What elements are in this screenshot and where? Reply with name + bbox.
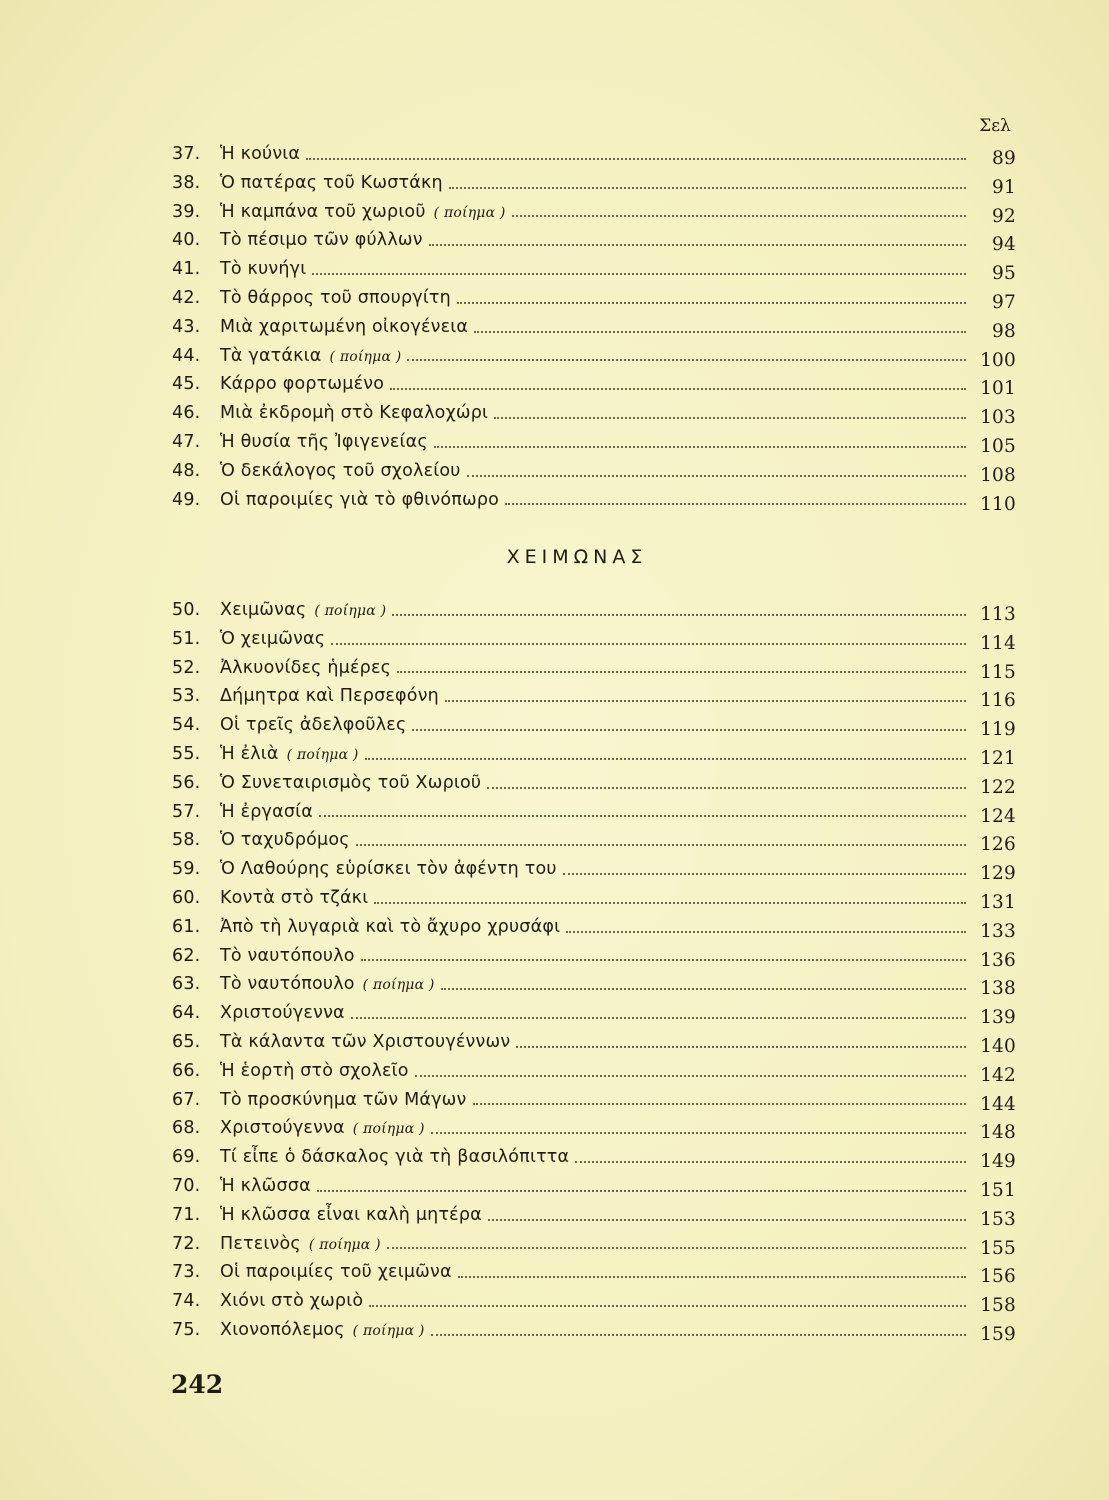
entry-title: Οἱ παροιμίες γιὰ τὸ φθινόπωρο: [220, 489, 500, 510]
entry-page-number: 100: [980, 349, 1016, 371]
entry-number: 39.: [172, 201, 201, 222]
entry-page-number: 139: [980, 1007, 1016, 1029]
entry-title: Τὰ γατάκια: [220, 345, 322, 366]
entry-page-number: 124: [980, 805, 1016, 827]
entry-page-number: 129: [980, 863, 1016, 885]
entry-page-number: 94: [992, 234, 1016, 256]
entry-number: 64.: [172, 1003, 201, 1024]
toc-entry: [172, 769, 1016, 798]
toc-entry: [172, 596, 1016, 625]
toc-entry: [172, 255, 1016, 284]
dot-leader: [431, 1131, 966, 1134]
entry-title: Δήμητρα καὶ Περσεφόνη: [220, 686, 439, 707]
dot-leader: [474, 330, 966, 333]
entry-poem-label: ( ποίημα ): [433, 204, 506, 221]
entry-title: Ἀλκυονίδες ἡμέρες: [220, 657, 392, 678]
dot-leader: [575, 1160, 966, 1163]
entry-number: 75.: [172, 1319, 201, 1340]
entry-page-number: 101: [980, 378, 1016, 400]
dot-leader: [387, 1246, 966, 1249]
entry-page-number: 159: [980, 1323, 1016, 1345]
entry-page-number: 113: [980, 604, 1016, 625]
toc-entry: [172, 1028, 1016, 1057]
toc-entry: [172, 198, 1016, 227]
entry-page-number: 144: [980, 1093, 1016, 1115]
entry-page-number: 155: [980, 1237, 1016, 1259]
dot-leader: [505, 502, 966, 505]
toc-entry: [172, 1086, 1016, 1115]
entry-title: Χειμῶνας: [220, 600, 307, 620]
dot-leader: [374, 901, 966, 904]
toc-entry: [172, 370, 1016, 399]
entry-page-number: 105: [980, 435, 1016, 457]
dot-leader: [351, 1016, 966, 1019]
entry-title: Ὁ ταχυδρόμος: [220, 830, 350, 851]
entry-page-number: 110: [980, 493, 1016, 515]
page-column-header: Σελ: [979, 116, 1011, 136]
toc-entry: [172, 942, 1016, 971]
entry-title: Μιὰ ἐκδρομὴ στὸ Κεφαλοχώρι: [220, 403, 489, 424]
dot-leader: [317, 1189, 966, 1192]
entry-page-number: 142: [980, 1064, 1016, 1086]
toc-entry: [172, 226, 1016, 255]
toc-entry: [172, 342, 1016, 371]
entry-page-number: 148: [980, 1122, 1016, 1144]
dot-leader: [473, 1102, 967, 1105]
dot-leader: [397, 670, 966, 673]
toc-entry: [172, 399, 1016, 428]
entry-number: 37.: [172, 144, 201, 164]
entry-page-number: 97: [992, 291, 1016, 313]
entry-title: Οἱ τρεῖς ἀδελφοῦλες: [220, 715, 407, 736]
entry-page-number: 122: [980, 776, 1016, 798]
entry-number: 58.: [172, 830, 201, 851]
entry-number: 45.: [172, 374, 201, 395]
entry-title: Τὰ κάλαντα τῶν Χριστουγέννων: [220, 1031, 511, 1052]
toc-entry: [172, 798, 1016, 827]
entry-title: Ἀπὸ τὴ λυγαριὰ καὶ τὸ ἄχυρο χρυσάφι: [220, 916, 561, 937]
entry-title: Ὁ Λαθούρης εὑρίσκει τὸν ἀφέντη του: [220, 859, 557, 880]
entry-page-number: 153: [980, 1208, 1016, 1230]
dot-leader: [331, 642, 966, 645]
toc-entry: [172, 1230, 1016, 1259]
entry-title: Ἡ θυσία τῆς Ἰφιγενείας: [220, 431, 428, 452]
dot-leader: [356, 843, 966, 846]
entry-page-number: 92: [992, 205, 1016, 227]
entry-title: Ὁ δεκάλογος τοῦ σχολείου: [220, 460, 461, 481]
entry-title: Ὁ πατέρας τοῦ Κωστάκη: [220, 172, 443, 193]
entry-page-number: 115: [980, 661, 1016, 683]
entry-title: Κάρρο φορτωμένο: [220, 374, 385, 395]
entry-number: 38.: [172, 172, 201, 193]
entry-number: 56.: [172, 772, 201, 793]
entry-poem-label: ( ποίημα ): [308, 1236, 381, 1253]
toc-entry: [172, 884, 1016, 913]
entry-number: 60.: [172, 887, 201, 908]
toc-entry: [172, 169, 1016, 198]
toc-entry: [172, 1287, 1016, 1316]
dot-leader: [392, 613, 966, 616]
entry-title: Τὸ πέσιμο τῶν φύλλων: [220, 230, 423, 251]
toc-entry: [172, 284, 1016, 313]
entry-page-number: 114: [980, 632, 1016, 654]
dot-leader: [458, 1275, 966, 1278]
entry-page-number: 116: [980, 690, 1016, 712]
entry-number: 62.: [172, 945, 201, 966]
entry-title: Ἡ κλῶσσα: [220, 1175, 311, 1196]
toc-entry: [172, 855, 1016, 884]
entry-title: Χιόνι στὸ χωριὸ: [220, 1291, 364, 1312]
entry-page-number: 156: [980, 1266, 1016, 1288]
dot-leader: [512, 214, 966, 217]
page-number: 242: [171, 1370, 224, 1399]
entry-page-number: 151: [980, 1179, 1016, 1201]
entry-page-number: 91: [992, 176, 1016, 198]
entry-title: Τὸ κυνήγι: [220, 259, 307, 280]
entry-number: 40.: [172, 230, 201, 251]
entry-number: 49.: [172, 489, 201, 510]
entry-number: 52.: [172, 657, 201, 678]
dot-leader: [441, 987, 966, 990]
toc-entry: [172, 1114, 1016, 1143]
entry-number: 69.: [172, 1147, 201, 1168]
dot-leader: [407, 358, 966, 361]
entry-number: 74.: [172, 1291, 201, 1312]
dot-leader: [457, 301, 966, 304]
toc-entry: [172, 913, 1016, 942]
toc-entry: [172, 654, 1016, 683]
entry-title: Τὸ ναυτόπουλο: [220, 945, 355, 966]
toc-entry: [172, 486, 1016, 515]
dot-leader: [361, 958, 966, 961]
entry-number: 67.: [172, 1089, 201, 1110]
entry-number: 51.: [172, 628, 201, 649]
entry-number: 66.: [172, 1060, 201, 1081]
toc-entry: [172, 999, 1016, 1028]
entry-page-number: 108: [980, 464, 1016, 486]
section-heading: ΧΕΙΜΩΝΑΣ: [506, 546, 648, 568]
dot-leader: [319, 814, 966, 817]
dot-leader: [431, 1333, 966, 1336]
entry-number: 63.: [172, 974, 201, 995]
toc-entry: [172, 313, 1016, 342]
toc-entry: [172, 711, 1016, 740]
entry-number: 61.: [172, 916, 201, 937]
entry-number: 73.: [172, 1262, 201, 1283]
dot-leader: [365, 757, 966, 760]
entry-page-number: 103: [980, 407, 1016, 429]
entry-page-number: 158: [980, 1295, 1016, 1317]
entry-number: 68.: [172, 1118, 201, 1139]
toc-entry: [172, 625, 1016, 654]
entry-title: Οἱ παροιμίες τοῦ χειμῶνα: [220, 1262, 452, 1283]
entry-number: 43.: [172, 316, 201, 337]
entry-title: Τὸ ναυτόπουλο: [220, 974, 355, 995]
entry-title: Πετεινὸς: [220, 1233, 301, 1254]
entry-title: Ἡ ἐργασία: [220, 801, 313, 822]
toc-entry: [172, 740, 1016, 769]
entry-page-number: 121: [980, 747, 1016, 769]
dot-leader: [445, 699, 966, 702]
entry-title: Ἡ κούνια: [220, 144, 301, 164]
entry-page-number: 126: [980, 834, 1016, 856]
toc-entry: [172, 682, 1016, 711]
entry-number: 65.: [172, 1031, 201, 1052]
dot-leader: [412, 728, 966, 731]
dot-leader: [390, 387, 966, 390]
dot-leader: [488, 1218, 966, 1221]
toc-entry: [172, 140, 1016, 169]
entry-number: 41.: [172, 259, 201, 280]
entry-page-number: 89: [992, 148, 1016, 169]
entry-number: 70.: [172, 1175, 201, 1196]
dot-leader: [487, 786, 966, 789]
entry-number: 47.: [172, 431, 201, 452]
dot-leader: [516, 1045, 966, 1048]
entry-page-number: 131: [980, 891, 1016, 913]
entry-page-number: 119: [980, 719, 1016, 741]
dot-leader: [434, 445, 966, 448]
dot-leader: [415, 1074, 966, 1077]
entry-title: Ἡ ἑορτὴ στὸ σχολεῖο: [220, 1060, 409, 1081]
entry-page-number: 133: [980, 920, 1016, 942]
entry-title: Ἡ καμπάνα τοῦ χωριοῦ: [220, 201, 426, 222]
entry-page-number: 140: [980, 1035, 1016, 1057]
entry-title: Ὁ χειμῶνας: [220, 628, 326, 649]
entry-poem-label: ( ποίημα ): [286, 746, 359, 763]
toc-entry: [172, 1201, 1016, 1230]
entry-poem-label: ( ποίημα ): [314, 603, 387, 619]
entry-number: 71.: [172, 1204, 201, 1225]
entry-poem-label: ( ποίημα ): [329, 348, 402, 365]
dot-leader: [494, 416, 966, 419]
entry-number: 53.: [172, 686, 201, 707]
dot-leader: [429, 243, 966, 246]
entry-title: Χριστούγεννα: [220, 1003, 345, 1024]
entry-poem-label: ( ποίημα ): [352, 1121, 425, 1138]
toc-entry: [172, 1172, 1016, 1201]
dot-leader: [369, 1304, 966, 1307]
entry-poem-label: ( ποίημα ): [362, 977, 435, 994]
entry-title: Κοντὰ στὸ τζάκι: [220, 887, 369, 908]
entry-page-number: 95: [992, 263, 1016, 285]
toc-entry: [172, 826, 1016, 855]
entry-title: Ὁ Συνεταιρισμὸς τοῦ Χωριοῦ: [220, 772, 482, 793]
toc-entry: [172, 428, 1016, 457]
entry-title: Χριστούγεννα: [220, 1118, 345, 1139]
entry-number: 55.: [172, 743, 201, 764]
dot-leader: [312, 272, 966, 275]
toc-entry: [172, 1258, 1016, 1287]
entry-number: 46.: [172, 403, 201, 424]
entry-number: 48.: [172, 460, 201, 481]
entry-poem-label: ( ποίημα ): [352, 1322, 425, 1339]
entry-number: 50.: [172, 600, 201, 620]
entry-title: Ἡ κλῶσσα εἶναι καλὴ μητέρα: [220, 1204, 482, 1225]
toc-entry: [172, 1316, 1016, 1345]
dot-leader: [467, 474, 966, 477]
entry-number: 57.: [172, 801, 201, 822]
toc-entry: [172, 457, 1016, 486]
entry-page-number: 149: [980, 1151, 1016, 1173]
entry-page-number: 136: [980, 949, 1016, 971]
entry-number: 54.: [172, 715, 201, 736]
toc-entry: [172, 1057, 1016, 1086]
entry-title: Χιονοπόλεμος: [220, 1319, 345, 1340]
entry-number: 72.: [172, 1233, 201, 1254]
dot-leader: [306, 157, 966, 160]
toc-entry: [172, 1143, 1016, 1172]
dot-leader: [563, 872, 966, 875]
toc-entry: [172, 970, 1016, 999]
entry-title: Ἡ ἐλιὰ: [220, 743, 279, 764]
toc-list-winter: [172, 596, 1016, 1345]
dot-leader: [449, 186, 966, 189]
entry-title: Τὸ θάρρος τοῦ σπουργίτη: [220, 287, 451, 308]
toc-list-autumn: [172, 140, 1016, 514]
entry-page-number: 98: [992, 320, 1016, 342]
entry-title: Μιὰ χαριτωμένη οἰκογένεια: [220, 316, 469, 337]
entry-number: 59.: [172, 859, 201, 880]
entry-page-number: 138: [980, 978, 1016, 1000]
entry-number: 42.: [172, 287, 201, 308]
entry-title: Τὸ προσκύνημα τῶν Μάγων: [220, 1089, 467, 1110]
entry-title: Τί εἶπε ὁ δάσκαλος γιὰ τὴ βασιλόπιττα: [220, 1147, 570, 1168]
entry-number: 44.: [172, 345, 201, 366]
dot-leader: [566, 930, 966, 933]
